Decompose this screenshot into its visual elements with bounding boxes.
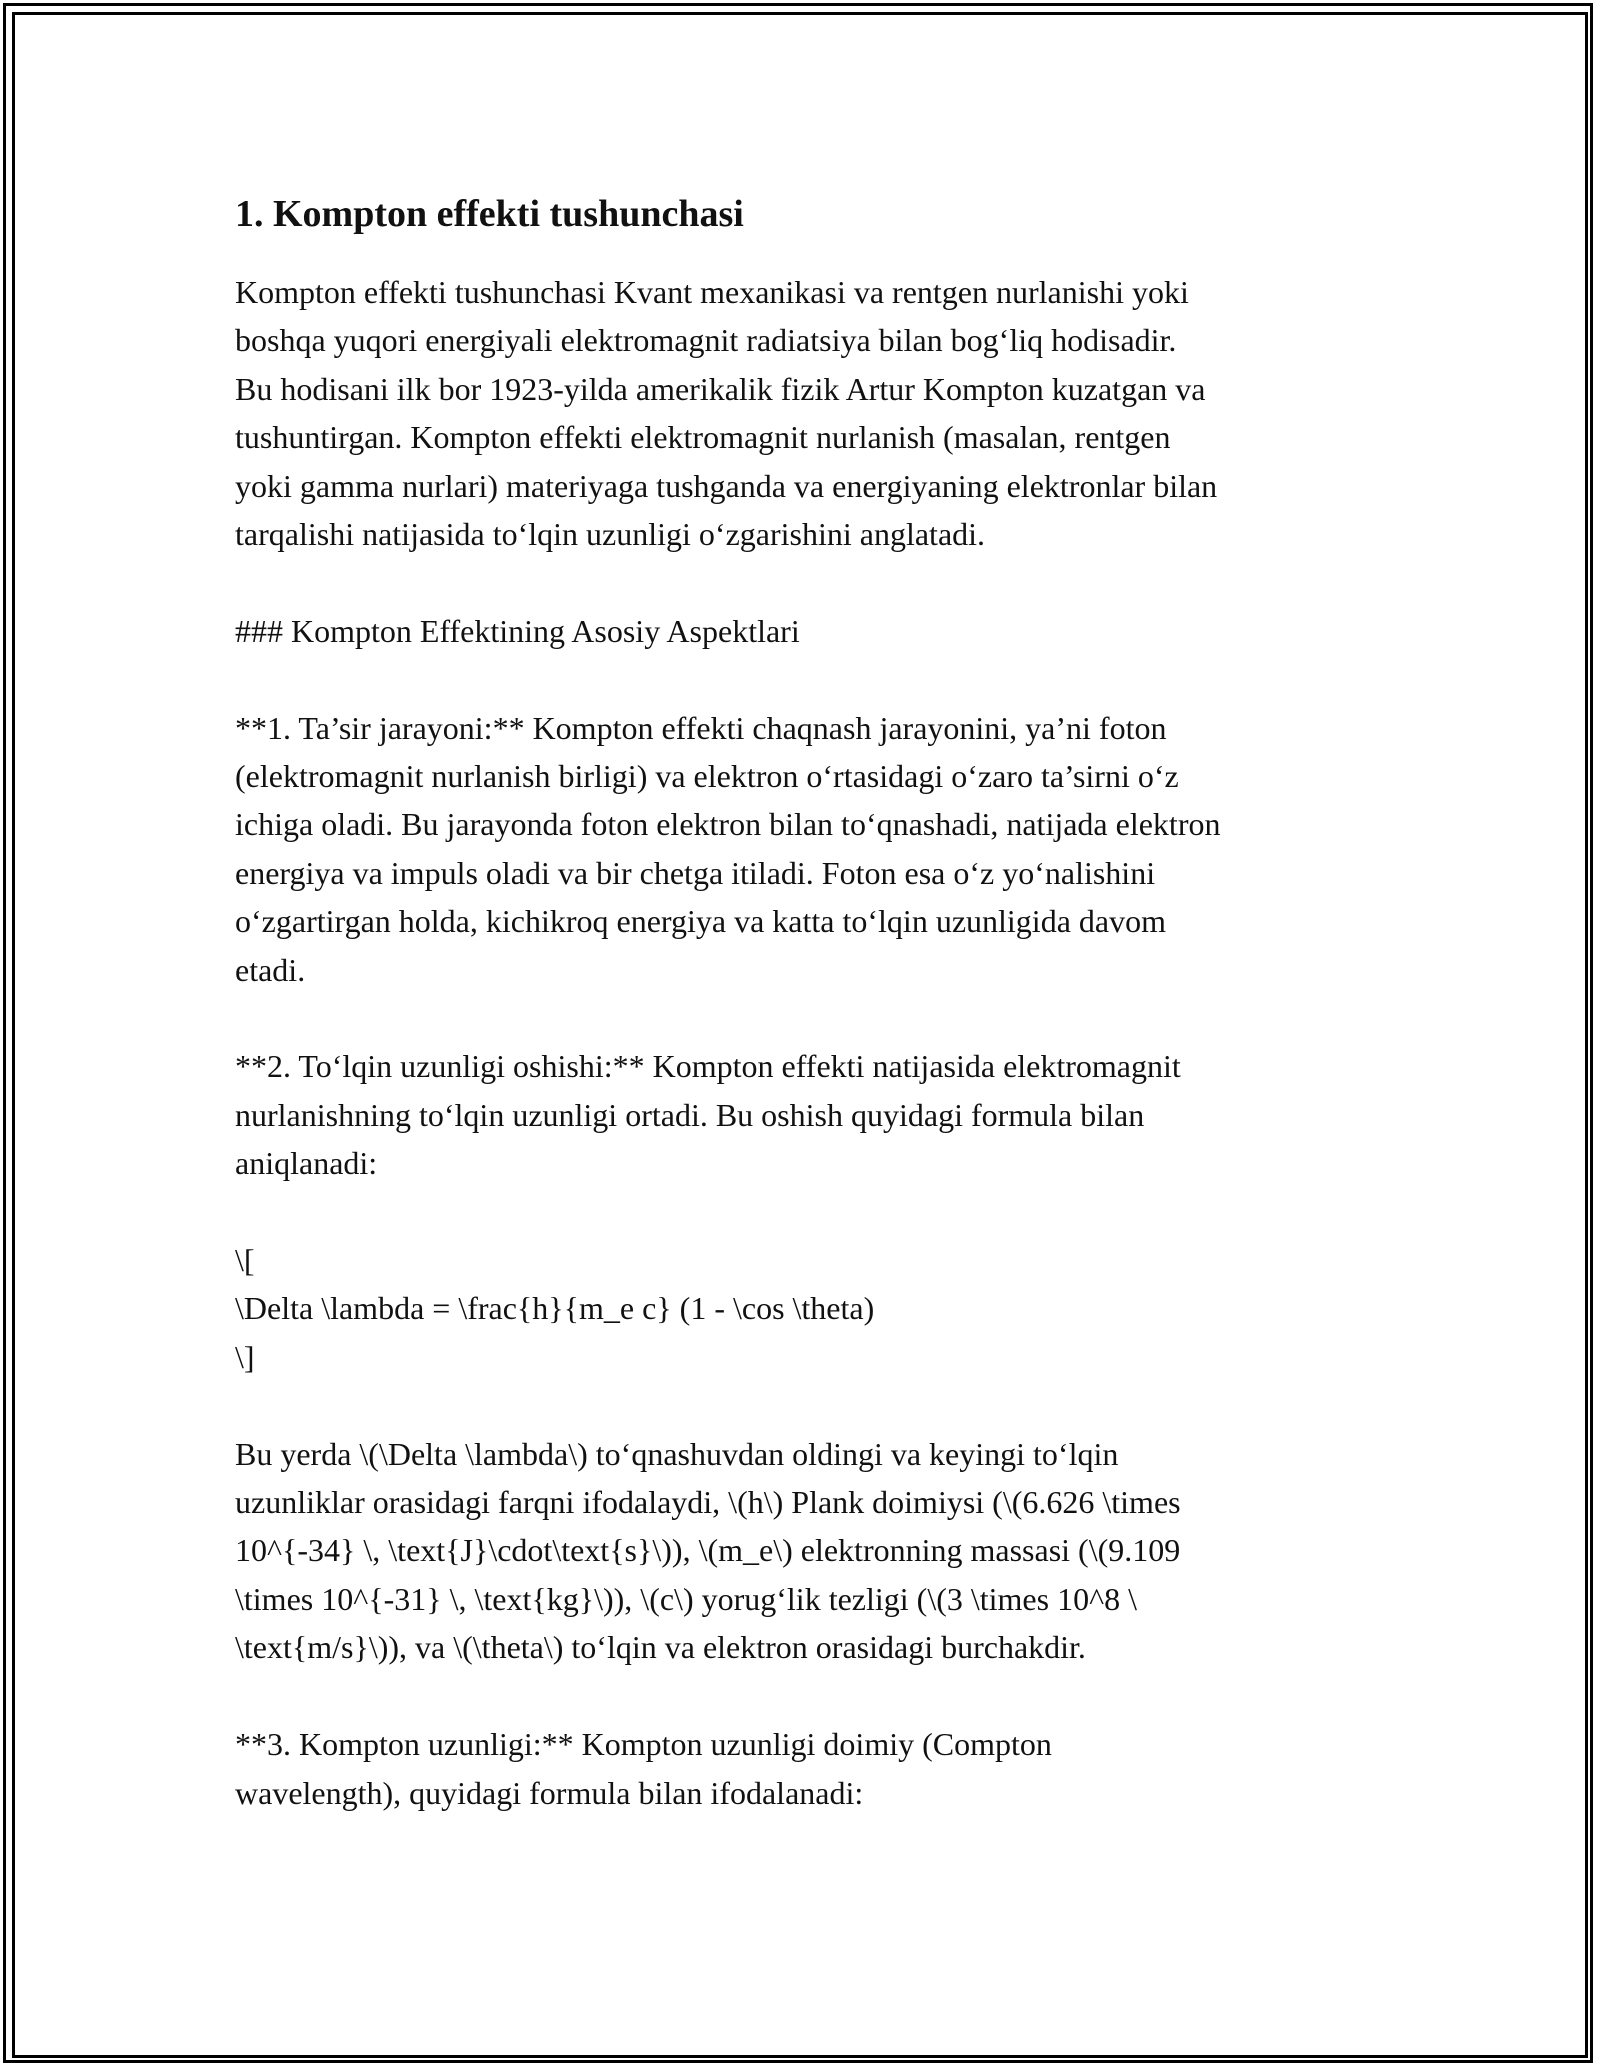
document-title: 1. Kompton effekti tushunchasi <box>235 193 744 235</box>
text-line: Bu hodisani ilk bor 1923-yilda amerikalik fizik Artur Kompton kuzatgan va <box>235 370 1206 407</box>
text-line: boshqa yuqori energiyali elektromagnit radiatsiya bilan bog‘liq hodisadir. <box>235 322 1177 359</box>
text-line: tarqalishi natijasida to‘lqin uzunligi o‘zgarishini anglatadi. <box>235 516 986 553</box>
document-page <box>235 190 1380 1817</box>
text-line: **1. Ta’sir jarayoni:** Kompton effekti chaqnash jarayonini, ya’ni foton <box>235 709 1167 746</box>
text-line: aniqlanadi: <box>235 1145 378 1182</box>
text-line: nurlanishning to‘lqin uzunligi ortadi. Bu oshish quyidagi formula bilan <box>235 1096 1145 1133</box>
text-line: Bu yerda \(\Delta \lambda\) to‘qnashuvdan oldingi va keyingi to‘lqin <box>235 1435 1119 1472</box>
text-line: ichiga oladi. Bu jarayonda foton elektron bilan to‘qnashadi, natijada elektron <box>235 806 1221 843</box>
text-line: wavelength), quyidagi formula bilan ifodalanadi: <box>235 1774 864 1811</box>
text-line: energiya va impuls oladi va bir chetga itiladi. Foton esa o‘z yo‘nalishini <box>235 854 1156 891</box>
formula-line: \[ <box>235 1242 255 1279</box>
text-line: \text{m/s}\)), va \(\theta\) to‘lqin va elektron orasidagi burchakdir. <box>235 1629 1086 1666</box>
intro-paragraph <box>235 268 1380 558</box>
formula-line: \] <box>235 1338 255 1375</box>
text-line: (elektromagnit nurlanish birligi) va elektron o‘rtasidagi o‘zaro ta’sirni o‘z <box>235 758 1179 795</box>
formula-block <box>235 1236 1380 1381</box>
text-line: yoki gamma nurlari) materiyaga tushganda va energiyaning elektronlar bilan <box>235 467 1218 504</box>
point-1-paragraph <box>235 704 1380 994</box>
text-line: o‘zgartirgan holda, kichikroq energiya va katta to‘lqin uzunligida davom <box>235 903 1166 940</box>
text-line: tushuntirgan. Kompton effekti elektromagnit nurlanish (masalan, rentgen <box>235 419 1171 456</box>
point-2-paragraph <box>235 1042 1380 1187</box>
text-line: **2. To‘lqin uzunligi oshishi:** Kompton effekti natijasida elektromagnit <box>235 1048 1181 1085</box>
text-line: \times 10^{-31} \, \text{kg}\)), \(c\) yorug‘lik tezligi (\(3 \times 10^8 \ <box>235 1580 1137 1617</box>
text-line: Kompton effekti tushunchasi Kvant mexanikasi va rentgen nurlanishi yoki <box>235 274 1189 310</box>
point-3-paragraph <box>235 1720 1380 1817</box>
section-heading <box>235 607 1380 655</box>
section-heading-text: ### Kompton Effektining Asosiy Aspektlari <box>235 612 800 649</box>
text-line: uzunliklar orasidagi farqni ifodalaydi, \(h\) Plank doimiysi (\(6.626 \times <box>235 1484 1181 1521</box>
explanation-paragraph <box>235 1430 1380 1672</box>
text-line: 10^{-34} \, \text{J}\cdot\text{s}\)), \(m_e\) elektronning massasi (\(9.109 <box>235 1532 1181 1569</box>
formula-line: \Delta \lambda = \frac{h}{m_e c} (1 - \cos \theta) <box>235 1290 875 1327</box>
text-line: etadi. <box>235 951 306 988</box>
text-line: **3. Kompton uzunligi:** Kompton uzunligi doimiy (Compton <box>235 1726 1052 1763</box>
